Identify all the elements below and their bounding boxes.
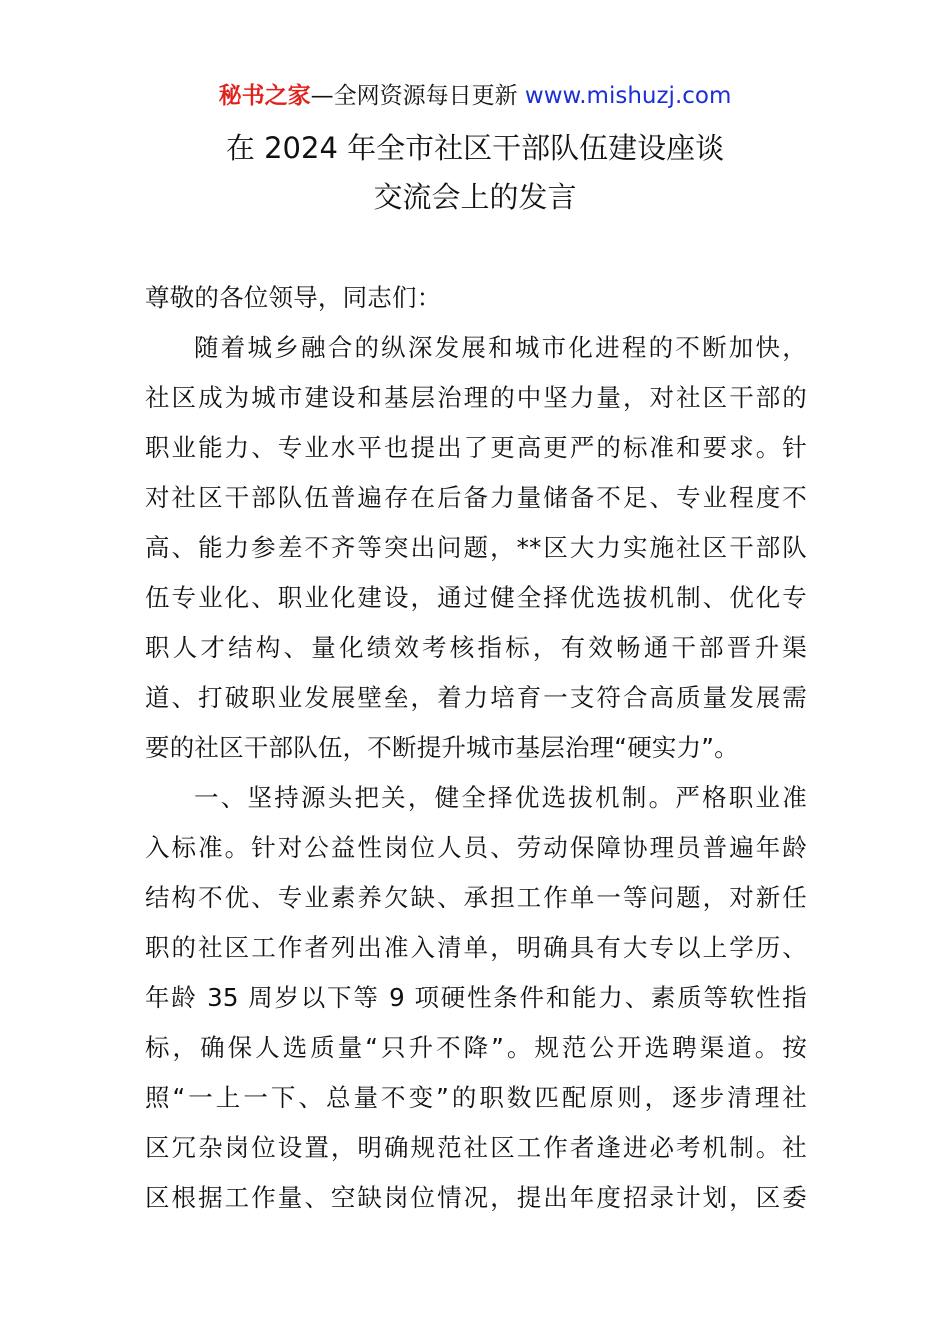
- body-line: 区冗杂岗位设置，明确规范社区工作者逢进必考机制。社: [145, 1133, 807, 1162]
- body-line: 标，确保人选质量“只升不降”。规范公开选聘渠道。按: [145, 1033, 807, 1062]
- body-line: 职业能力、专业水平也提出了更高更严的标准和要求。针: [145, 433, 807, 462]
- body-line: 照“一上一下、总量不变”的职数匹配原则，逐步清理社: [145, 1083, 807, 1112]
- salutation: 尊敬的各位领导，同志们：: [145, 283, 442, 312]
- body-line: 职的社区工作者列出准入清单，明确具有大专以上学历、: [145, 933, 807, 962]
- body-line: 高、能力参差不齐等突出问题，**区大力实施社区干部队: [145, 533, 807, 562]
- body-line: 职人才结构、量化绩效考核指标，有效畅通干部晋升渠: [145, 633, 807, 662]
- body-line: 社区成为城市建设和基层治理的中坚力量，对社区干部的: [145, 383, 807, 412]
- document-body: [145, 276, 807, 1226]
- body-line: 伍专业化、职业化建设，通过健全择优选拔机制、优化专: [145, 583, 807, 612]
- site-tagline: —全网资源每日更新: [310, 83, 525, 109]
- site-header: [0, 80, 950, 112]
- body-line: 入标准。针对公益性岗位人员、劳动保障协理员普遍年龄: [145, 833, 807, 862]
- body-line: 道、打破职业发展壁垒，着力培育一支符合高质量发展需: [145, 683, 807, 712]
- site-brand: 秘书之家: [218, 83, 311, 109]
- body-line: 一、坚持源头把关，健全择优选拔机制。严格职业准: [194, 783, 807, 812]
- document-title-line-1: 在 2024 年全市社区干部队伍建设座谈: [225, 131, 725, 165]
- body-line: 区根据工作量、空缺岗位情况，提出年度招录计划，区委: [145, 1183, 807, 1212]
- body-line: 年龄 35 周岁以下等 9 项硬性条件和能力、素质等软性指: [145, 983, 807, 1012]
- body-line: 要的社区干部队伍，不断提升城市基层治理“硬实力”。: [145, 733, 739, 762]
- site-url-link[interactable]: www.mishuzj.com: [524, 83, 732, 109]
- body-line: 随着城乡融合的纵深发展和城市化进程的不断加快，: [194, 333, 807, 362]
- body-line: 对社区干部队伍普遍存在后备力量储备不足、专业程度不: [145, 483, 807, 512]
- document-title-line-2: 交流会上的发言: [373, 180, 577, 214]
- body-line: 结构不优、专业素养欠缺、承担工作单一等问题，对新任: [145, 883, 807, 912]
